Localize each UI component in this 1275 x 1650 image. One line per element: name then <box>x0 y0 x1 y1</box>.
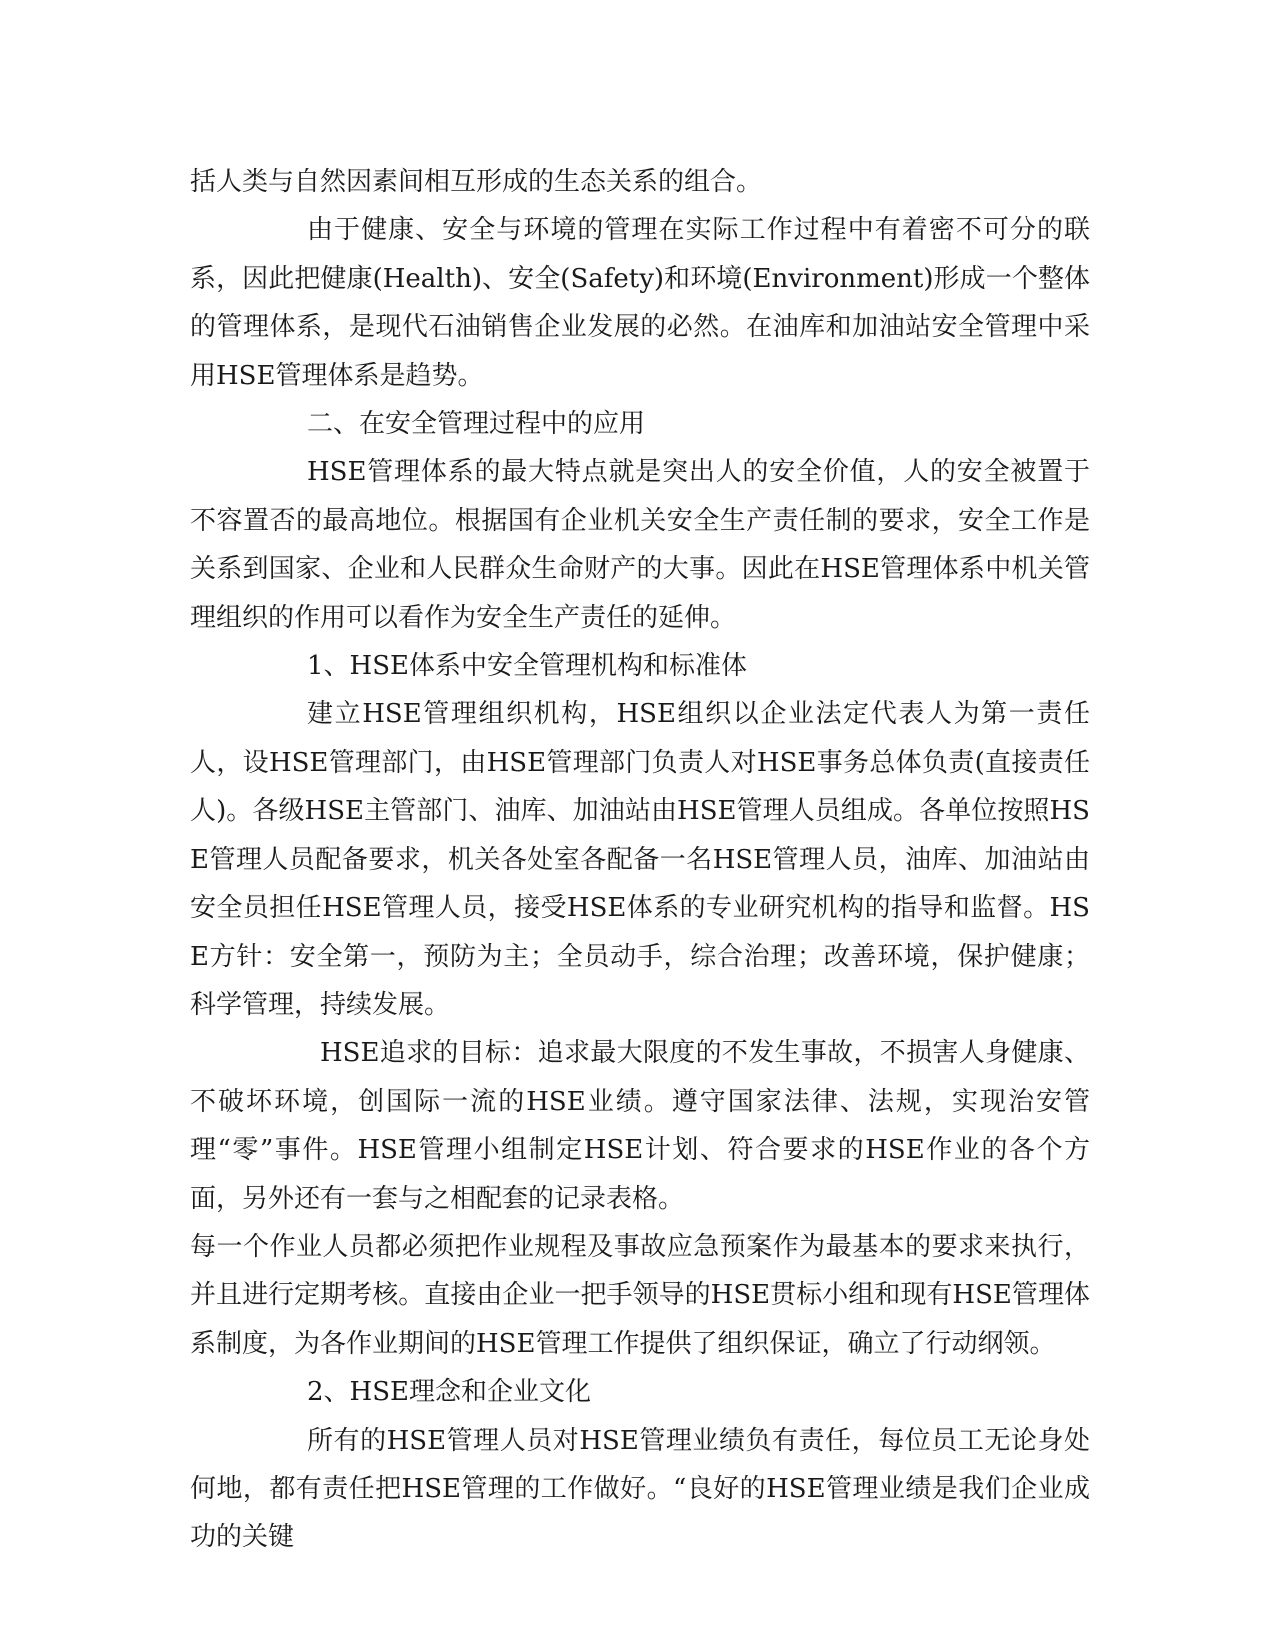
paragraph-operator-requirements: 每一个作业人员都必须把作业规程及事故应急预案作为最基本的要求来执行，并且进行定期考核。直接由企业一把手领导的HSE贯标小组和现有HSE管理体系制度，为各作业期间的HSE管理工作提供了组织保证，确立了行动纲领。 <box>190 1231 1090 1359</box>
document-body <box>190 158 1090 1562</box>
paragraph-hse-goals: HSE追求的目标：追求最大限度的不发生事故，不损害人身健康、不破坏环境，创国际一流的HSE业绩。遵守国家法律、法规，实现治安管理“零”事件。HSE管理小组制定HSE计划、符合要求的HSE作业的各个方面，另外还有一套与之相配套的记录表格。 <box>190 1038 1090 1214</box>
paragraph-hse-culture: 所有的HSE管理人员对HSE管理业绩负有责任，每位员工无论身处何地，都有责任把HSE管理的工作做好。“良好的HSE管理业绩是我们企业成功的关键 <box>190 1425 1090 1553</box>
paragraph-hse-features: HSE管理体系的最大特点就是突出人的安全价值，人的安全被置于不容置否的最高地位。根据国有企业机关安全生产责任制的要求，安全工作是关系到国家、企业和人民群众生命财产的大事。因此在HSE管理体系中机关管理组织的作用可以看作为安全生产责任的延伸。 <box>190 457 1090 633</box>
subsection-heading-2: 2、HSE理念和企业文化 <box>307 1377 592 1408</box>
paragraph-hse-integration: 由于健康、安全与环境的管理在实际工作过程中有着密不可分的联系，因此把健康(Health)、安全(Safety)和环境(Environment)形成一个整体的管理体系，是现代石油销售企业发展的必然。在油库和加油站安全管理中采用HSE管理体系是趋势。 <box>190 215 1090 391</box>
section-heading-application: 二、在安全管理过程中的应用 <box>307 409 646 440</box>
paragraph-continuation: 括人类与自然因素间相互形成的生态关系的组合。 <box>190 167 763 197</box>
subsection-heading-1: 1、HSE体系中安全管理机构和标准体 <box>307 651 748 682</box>
paragraph-hse-organization: 建立HSE管理组织机构，HSE组织以企业法定代表人为第一责任人，设HSE管理部门，由HSE管理部门负责人对HSE事务总体负责(直接责任人)。各级HSE主管部门、油库、加油站由HSE管理人员组成。各单位按照HSE管理人员配备要求，机关各处室各配备一名HSE管理人员，油库、加油站由安全员担任HSE管理人员，接受HSE体系的专业研究机构的指导和监督。HSE方针：安全第一，预防为主；全员动手，综合治理；改善环境，保护健康；科学管理，持续发展。 <box>190 699 1090 1020</box>
